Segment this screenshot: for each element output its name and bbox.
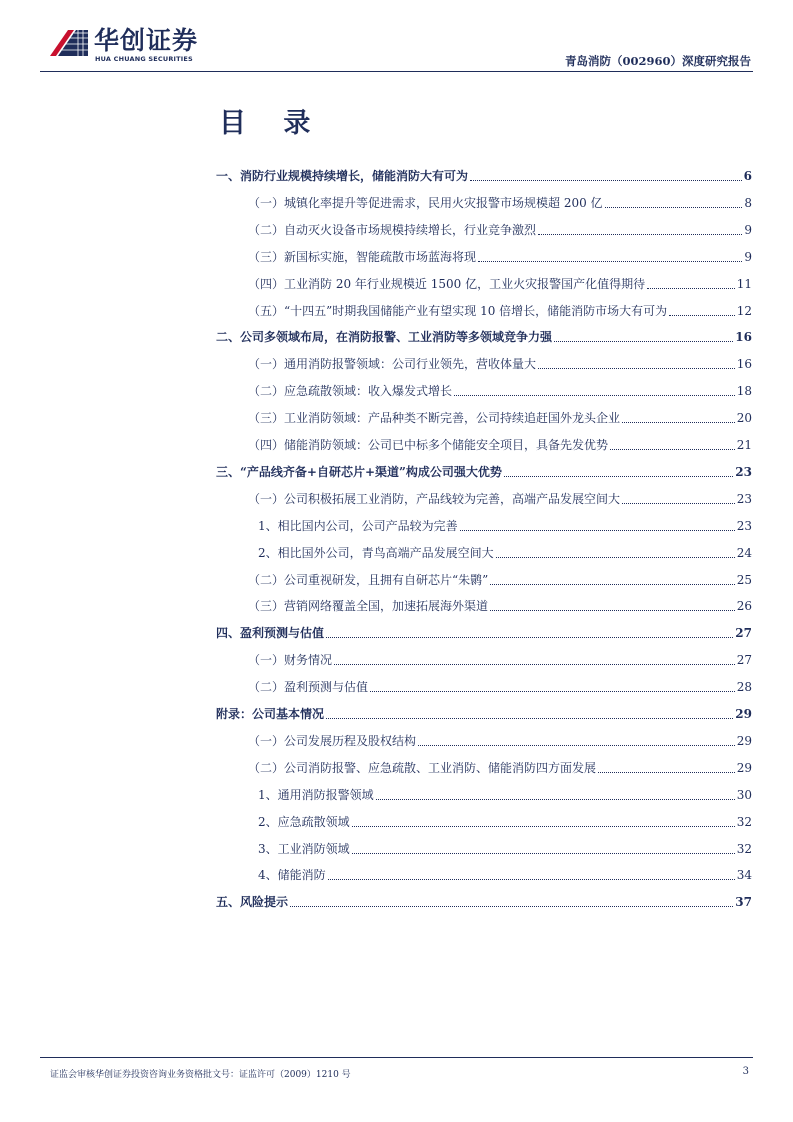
toc-entry-page: 21 — [736, 438, 752, 452]
toc-entry[interactable] — [216, 481, 752, 507]
toc-entry[interactable] — [216, 158, 752, 184]
toc-entry-page: 8 — [744, 195, 752, 210]
toc-leader-dots — [460, 530, 735, 531]
report-header-title: 青岛消防（002960）深度研究报告 — [564, 54, 751, 68]
toc-entry-page: 29 — [736, 733, 752, 748]
toc-entry[interactable] — [216, 750, 752, 776]
toc-leader-dots — [598, 772, 735, 773]
toc-entry[interactable] — [216, 642, 752, 668]
toc-leader-dots — [370, 691, 735, 692]
toc-leader-dots — [669, 315, 735, 316]
toc-entry-page: 9 — [744, 249, 752, 264]
toc-entry-label: （三）工业消防领域：产品种类不断完善，公司持续追赶国外龙头企业 — [248, 411, 621, 426]
toc-entry-page: 23 — [736, 518, 752, 533]
toc-entry-label: （二）公司消防报警、应急疏散、工业消防、储能消防四方面发展 — [248, 760, 597, 775]
toc-entry[interactable] — [216, 804, 752, 830]
toc-leader-dots — [326, 718, 733, 719]
toc-entry[interactable] — [216, 696, 752, 722]
toc-entry-page: 32 — [736, 814, 752, 829]
toc-entry-label: 附录：公司基本情况 — [216, 707, 325, 721]
toc-entry[interactable] — [216, 588, 752, 614]
toc-leader-dots — [504, 476, 733, 477]
toc-entry[interactable] — [216, 266, 752, 292]
toc-entry-label: 1、相比国内公司，公司产品较为完善 — [258, 518, 458, 533]
toc-entry-label: 4、储能消防 — [258, 868, 326, 883]
logo-text-cn: 华创证券 — [94, 26, 199, 55]
toc-leader-dots — [647, 288, 735, 289]
toc-entry[interactable] — [216, 831, 752, 857]
toc-entry-label: 2、相比国外公司，青鸟高端产品发展空间大 — [258, 545, 494, 560]
footer-divider — [40, 1057, 753, 1058]
toc-leader-dots — [334, 664, 735, 665]
toc-leader-dots — [352, 826, 735, 827]
toc-entry-page: 20 — [736, 411, 752, 426]
toc-leader-dots — [538, 368, 735, 369]
toc-entry-page: 29 — [736, 760, 752, 775]
toc-leader-dots — [538, 234, 742, 235]
toc-leader-dots — [610, 449, 735, 450]
toc-entry-page: 37 — [735, 895, 752, 910]
toc-entry-label: （五）“十四五”时期我国储能产业有望实现 10 倍增长，储能消防市场大有可为 — [248, 303, 668, 318]
toc-entry[interactable] — [216, 454, 752, 480]
toc-entry-page: 30 — [736, 787, 752, 802]
toc-entry[interactable] — [216, 615, 752, 641]
toc-entry-page: 32 — [736, 841, 752, 856]
toc-entry[interactable] — [216, 373, 752, 399]
toc-entry-label: （四）工业消防 20 年行业规模近 1500 亿，工业火灾报警国产化值得期待 — [248, 276, 646, 291]
toc-leader-dots — [376, 799, 735, 800]
toc-leader-dots — [418, 745, 735, 746]
toc-entry-label: （三）营销网络覆盖全国，加速拓展海外渠道 — [248, 599, 489, 614]
toc-entry[interactable] — [216, 669, 752, 695]
page-title: 目 录 — [219, 108, 325, 139]
toc-leader-dots — [622, 422, 735, 423]
toc-entry-page: 11 — [736, 276, 752, 291]
toc-entry-page: 27 — [736, 653, 752, 668]
toc-entry[interactable] — [216, 400, 752, 426]
toc-entry-label: 1、通用消防报警领域 — [258, 787, 374, 802]
toc-entry[interactable] — [216, 777, 752, 803]
toc-entry-label: 3、工业消防领域 — [258, 841, 350, 856]
toc-entry[interactable] — [216, 212, 752, 238]
toc-entry[interactable] — [216, 293, 752, 319]
toc-leader-dots — [490, 610, 735, 611]
footer-license-text: 证监会审核华创证券投资咨询业务资格批文号：证监许可（2009）1210 号 — [50, 1070, 351, 1080]
toc-leader-dots — [554, 341, 733, 342]
toc-entry-label: 二、公司多领域布局，在消防报警、工业消防等多领域竞争力强 — [216, 330, 553, 345]
toc-entry-label: （二）自动灭火设备市场规模持续增长，行业竞争激烈 — [248, 222, 537, 237]
toc-entry[interactable] — [216, 562, 752, 588]
toc-entry-page: 26 — [736, 599, 752, 614]
toc-entry[interactable] — [216, 857, 752, 883]
toc-entry-label: 2、应急疏散领域 — [258, 814, 350, 829]
toc-leader-dots — [352, 853, 735, 854]
toc-leader-dots — [470, 180, 742, 181]
toc-entry[interactable] — [216, 319, 752, 345]
toc-leader-dots — [478, 261, 742, 262]
toc-entry-page: 29 — [735, 707, 752, 721]
toc-leader-dots — [328, 879, 735, 880]
toc-entry-page: 24 — [736, 545, 752, 560]
toc-entry-page: 34 — [736, 868, 752, 883]
toc-entry-label: （一）公司发展历程及股权结构 — [248, 733, 417, 748]
toc-entry-page: 9 — [744, 222, 752, 237]
header-divider — [40, 71, 753, 72]
toc-leader-dots — [605, 207, 743, 208]
toc-entry-label: 一、消防行业规模持续增长，储能消防大有可为 — [216, 169, 469, 183]
toc-entry-label: （一）通用消防报警领域：公司行业领先，营收体量大 — [248, 357, 537, 372]
toc-entry-label: 四、盈利预测与估值 — [216, 626, 325, 641]
toc-leader-dots — [496, 557, 735, 558]
logo-mark-icon — [48, 26, 90, 60]
toc-entry-page: 16 — [735, 330, 752, 345]
toc-leader-dots — [622, 503, 735, 504]
toc-entry-label: （一）财务情况 — [248, 653, 333, 668]
page-number: 3 — [742, 1066, 749, 1077]
toc-entry-page: 16 — [736, 357, 752, 372]
toc-entry[interactable] — [216, 239, 752, 265]
toc-entry-label: （一）城镇化率提升等促进需求，民用火灾报警市场规模超 200 亿 — [248, 195, 603, 210]
toc-entry[interactable] — [216, 884, 752, 910]
toc-leader-dots — [326, 637, 733, 638]
toc-entry-page: 27 — [735, 626, 752, 641]
toc-entry-label: （一）公司积极拓展工业消防，产品线较为完善，高端产品发展空间大 — [248, 491, 621, 506]
toc-entry-page: 28 — [736, 680, 752, 695]
toc-entry-label: （三）新国标实施，智能疏散市场蓝海将现 — [248, 249, 477, 264]
toc-entry[interactable] — [216, 508, 752, 534]
toc-leader-dots — [490, 584, 734, 585]
toc-leader-dots — [290, 906, 733, 907]
toc-leader-dots — [454, 395, 735, 396]
toc-entry-label: 三、“产品线齐备+自研芯片+渠道”构成公司强大优势 — [216, 464, 502, 479]
toc-entry[interactable] — [216, 346, 752, 372]
toc-entry-label: （二）应急疏散领域：收入爆发式增长 — [248, 384, 453, 399]
logo-text-en: HUA CHUANG SECURITIES — [95, 55, 193, 63]
toc-entry-label: （二）公司重视研发，且拥有自研芯片“朱鹮” — [248, 572, 489, 587]
toc-entry-label: （二）盈利预测与估值 — [248, 680, 369, 695]
company-logo — [48, 26, 218, 66]
toc-entry[interactable] — [216, 427, 752, 453]
toc-entry-page: 23 — [736, 491, 752, 506]
toc-entry-label: （四）储能消防领域：公司已中标多个储能安全项目，具备先发优势 — [248, 438, 609, 452]
toc-entry-page: 23 — [735, 464, 752, 479]
toc-entry-label: 五、风险提示 — [216, 895, 289, 910]
toc-entry-page: 12 — [736, 303, 752, 318]
toc-entry-page: 6 — [743, 169, 752, 183]
toc-entry-page: 18 — [736, 384, 752, 399]
toc-entry[interactable] — [216, 535, 752, 561]
toc-entry[interactable] — [216, 185, 752, 211]
toc-entry[interactable] — [216, 723, 752, 749]
toc-entry-page: 25 — [736, 572, 752, 587]
